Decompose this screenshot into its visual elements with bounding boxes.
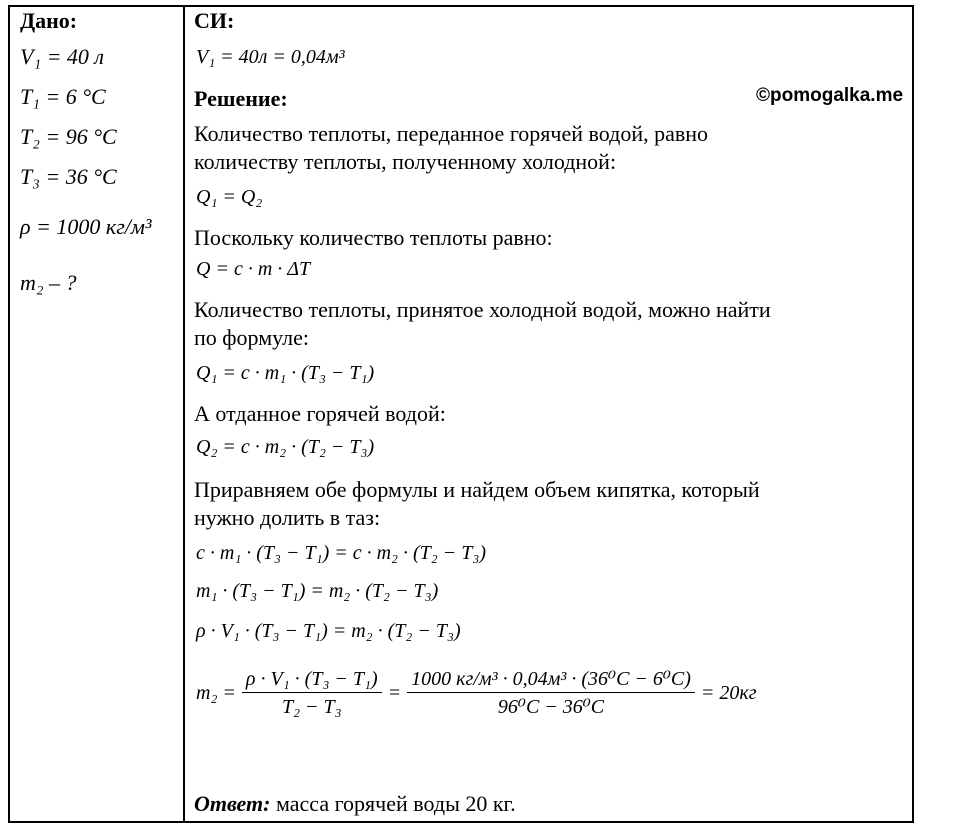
given-temp-3: T₃ = 36 °C [20,164,117,189]
final-lhs: m₂ = [196,682,236,704]
formula-3: Q₁ = c · m₁ · (T₃ − T₁) [196,362,375,384]
watermark: ©pomogalka.me [756,85,904,106]
formula-7: ρ · V₁ · (T₃ − T₁) = m₂ · (T₂ − T₃) [196,620,461,642]
paragraph-5-line-1: Приравняем обе формулы и найдем объем кипятка, который [194,477,760,502]
given-heading: Дано: [20,8,78,33]
answer-line [194,790,516,818]
si-heading: СИ: [194,8,235,33]
final-frac1-denominator: T₂ − T₃ [281,696,342,718]
answer-label: Ответ: [194,791,271,816]
final-fraction-symbolic [242,666,382,721]
given-volume: V₁ = 40 л [20,44,105,69]
formula-5: c · m₁ · (T₃ − T₁) = c · m₂ · (T₂ − T₃) [196,542,486,564]
si-conversion: V₁ = 40л = 0,04м³ [196,46,345,68]
formula-final [196,666,757,721]
final-frac2-denominator: 96⁰C − 36⁰C [497,696,605,718]
final-frac1-numerator: ρ · V₁ · (T₃ − T₁) [242,666,382,693]
formula-4: Q₂ = c · m₂ · (T₂ − T₃) [196,436,375,458]
final-frac2-numerator: 1000 кг/м³ · 0,04м³ · (36⁰C − 6⁰C) [407,666,695,693]
paragraph-1-line-1: Количество теплоты, переданное горячей водой, равно [194,121,709,146]
solution-heading: Решение: [194,86,288,111]
paragraph-3-line-1: Количество теплоты, принятое холодной водой, можно найти [194,297,771,322]
formula-1: Q₁ = Q₂ [196,186,263,208]
given-temp-2: T₂ = 96 °C [20,124,117,149]
paragraph-3-line-2: по формуле: [194,325,310,350]
given-density: ρ = 1000 кг/м³ [20,214,152,239]
formula-2: Q = c · m · ΔT [196,258,311,280]
equals-sign: = [387,682,402,704]
paragraph-4: А отданное горячей водой: [194,401,446,426]
column-divider [183,5,185,823]
paragraph-5-line-2: нужно долить в таз: [194,505,381,530]
paragraph-1-line-2: количеству теплоты, полученному холодной: [194,149,617,174]
given-unknown: m₂ – ? [20,270,77,295]
final-fraction-numeric [407,666,695,721]
answer-text: масса горячей воды 20 кг. [275,791,516,816]
formula-6: m₁ · (T₃ − T₁) = m₂ · (T₂ − T₃) [196,580,439,602]
paragraph-2: Поскольку количество теплоты равно: [194,225,553,250]
final-result: = 20кг [700,682,757,704]
given-temp-1: T₁ = 6 °C [20,84,106,109]
